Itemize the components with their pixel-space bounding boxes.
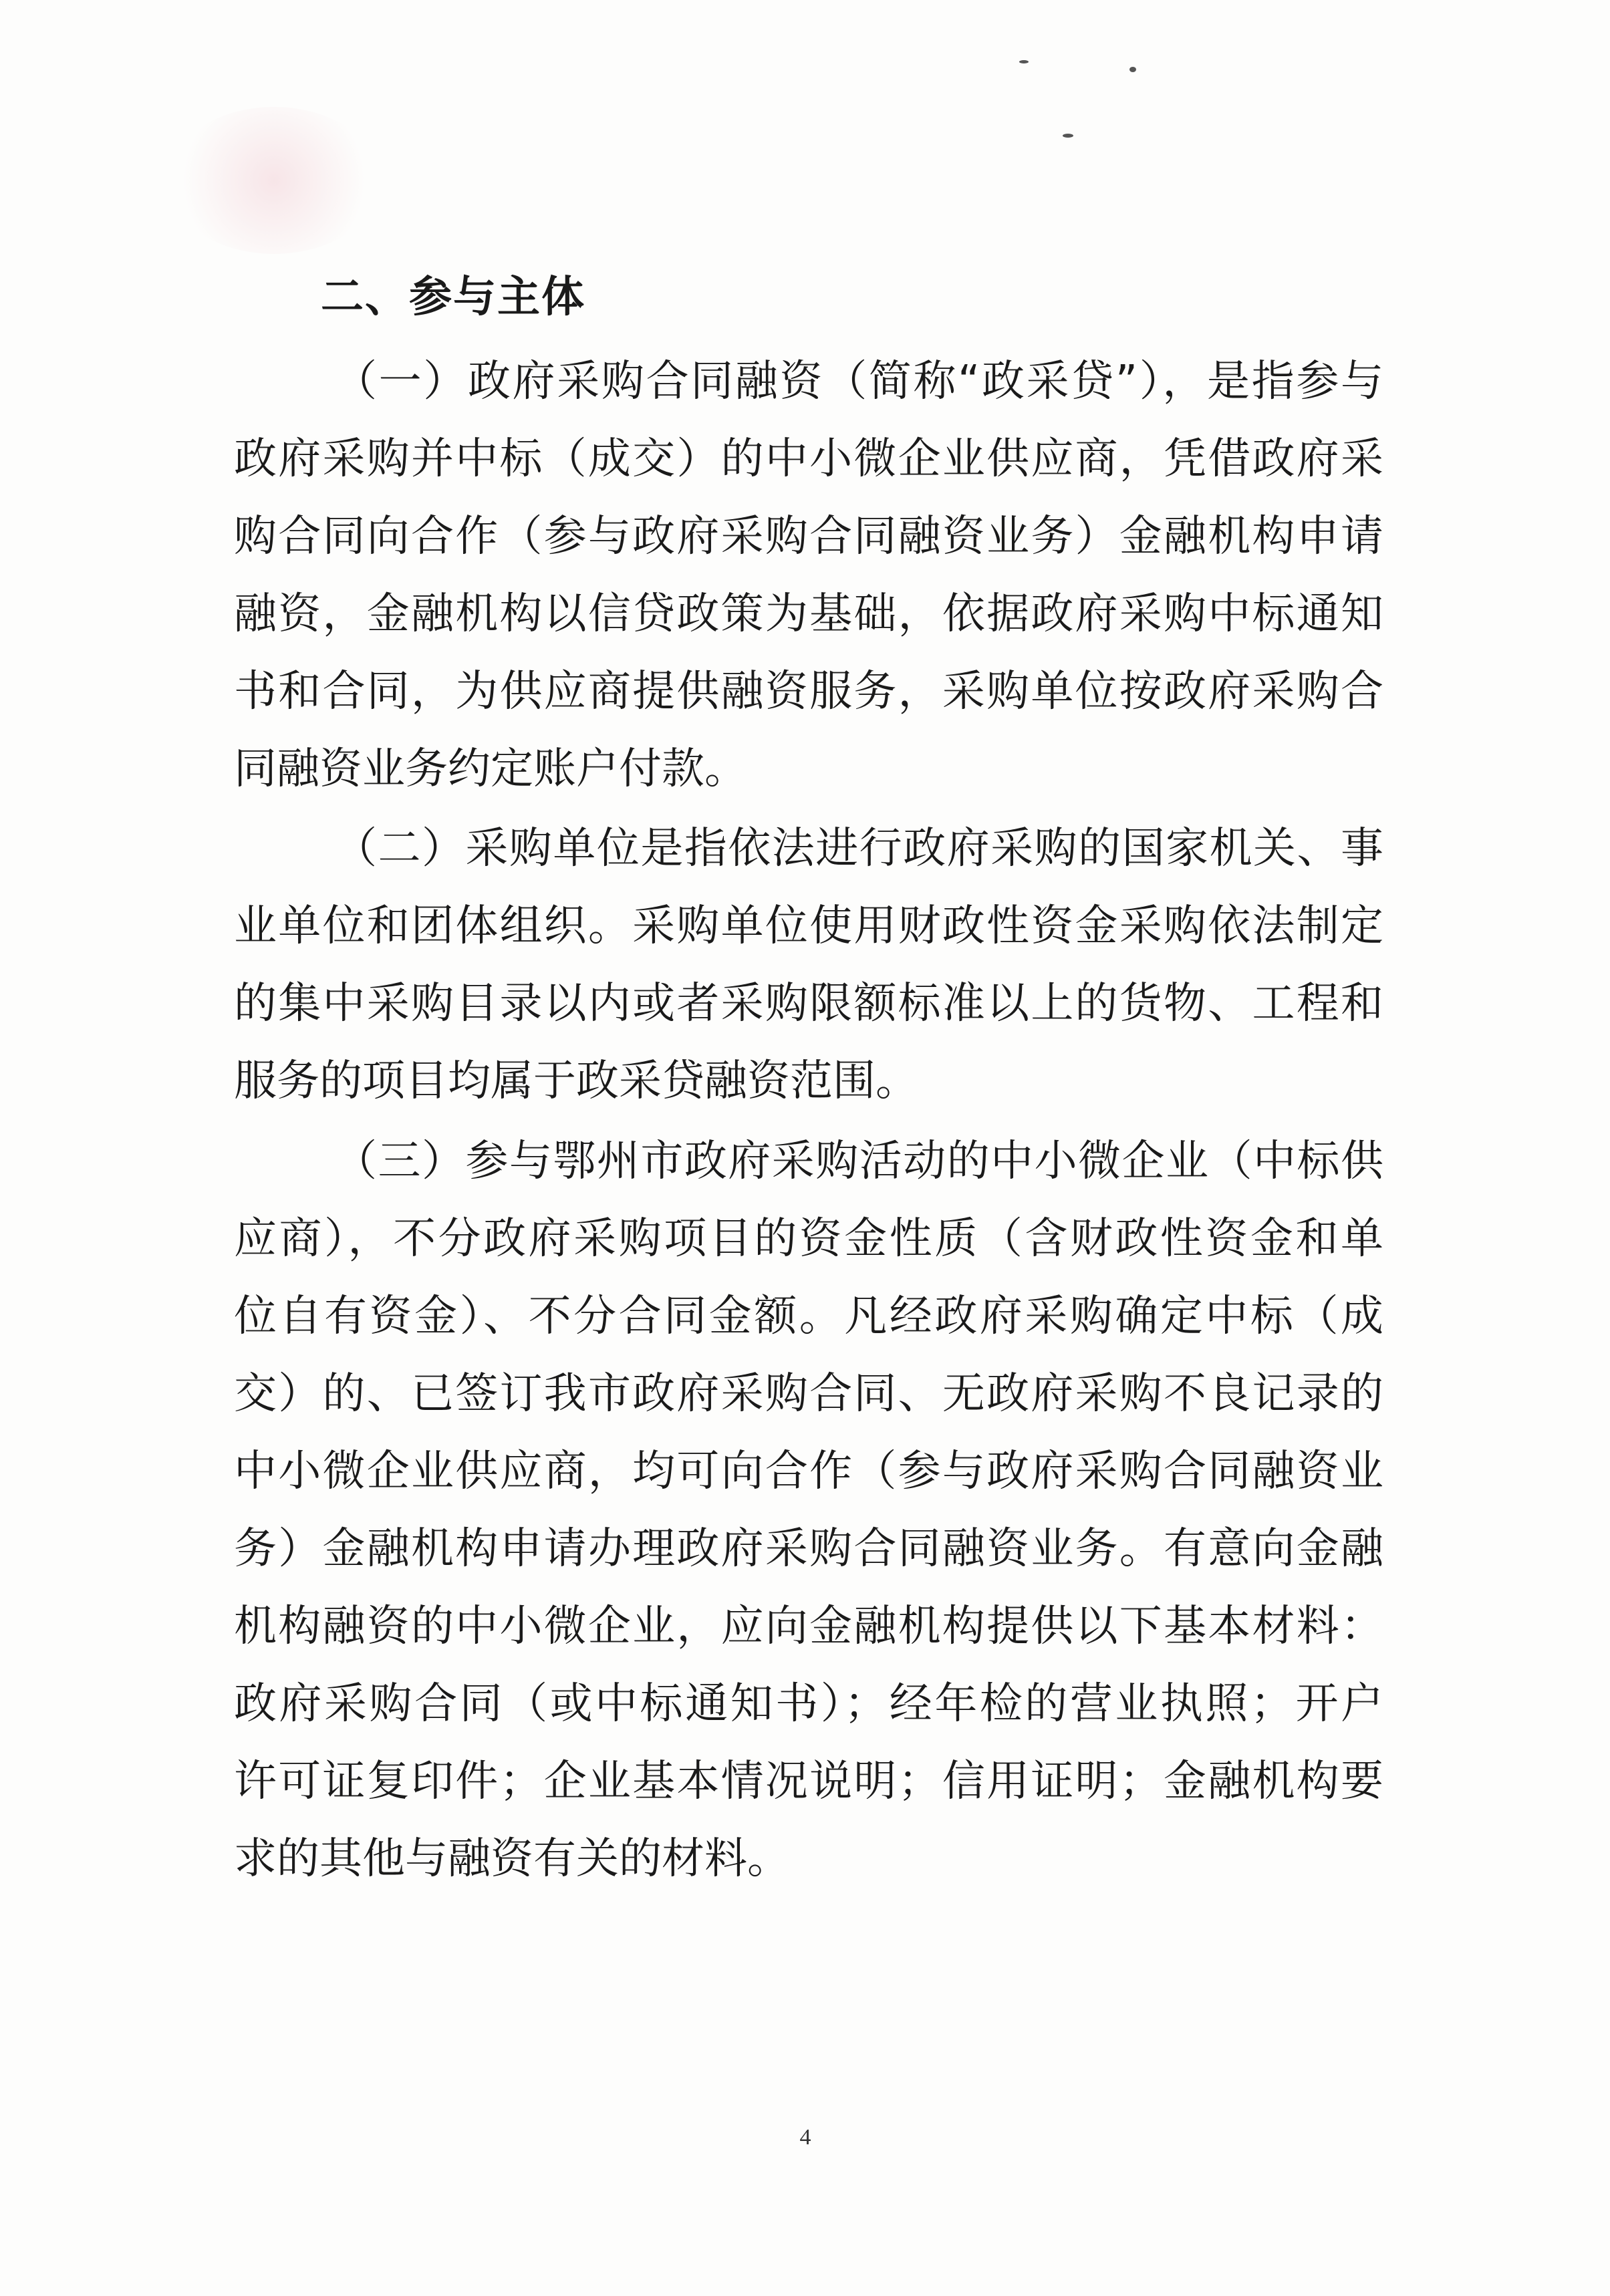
paragraph-3-line: 位自有资金）、不分合同金额。凡经政府采购确定中标（成	[234, 1292, 1383, 1341]
paragraph-1-line: 融资，金融机构以信贷政策为基础，依据政府采购中标通知	[234, 589, 1383, 639]
paragraph-3-line: 机构融资的中小微企业，应向金融机构提供以下基本材料：	[234, 1602, 1383, 1651]
section-heading: 二、参与主体	[321, 273, 585, 322]
scan-speck	[1019, 60, 1029, 63]
paragraph-3-line: 交）的、已签订我市政府采购合同、无政府采购不良记录的	[234, 1369, 1383, 1419]
paragraph-3-line: 许可证复印件；企业基本情况说明；信用证明；金融机构要	[234, 1757, 1383, 1806]
page-number: 4	[799, 2125, 811, 2150]
paragraph-3-line: 应商），不分政府采购项目的资金性质（含财政性资金和单	[234, 1214, 1383, 1264]
scan-speck	[1063, 134, 1073, 138]
paragraph-3-line: 政府采购合同（或中标通知书）；经年检的营业执照；开户	[234, 1679, 1383, 1729]
paragraph-2-line: 业单位和团体组织。采购单位使用财政性资金采购依法制定	[234, 901, 1383, 951]
paragraph-2-line: （二）采购单位是指依法进行政府采购的国家机关、事	[334, 824, 1383, 873]
paragraph-3-line: （三）参与鄂州市政府采购活动的中小微企业（中标供	[334, 1137, 1383, 1186]
paragraph-1-line: 书和合同，为供应商提供融资服务，采购单位按政府采购合	[234, 667, 1383, 716]
paragraph-1-line: 政府采购并中标（成交）的中小微企业供应商，凭借政府采	[234, 434, 1383, 484]
paragraph-3-line: 求的其他与融资有关的材料。	[234, 1834, 790, 1884]
scan-speck	[1129, 67, 1136, 72]
paragraph-1-line: （一）政府采购合同融资（简称“政采贷”），是指参与	[334, 357, 1383, 406]
paragraph-3-line: 中小微企业供应商，均可向合作（参与政府采购合同融资业	[234, 1447, 1383, 1496]
paragraph-1-line: 同融资业务约定账户付款。	[234, 744, 747, 794]
paragraph-2-line: 的集中采购目录以内或者采购限额标准以上的货物、工程和	[234, 979, 1383, 1028]
paragraph-3-line: 务）金融机构申请办理政府采购合同融资业务。有意向金融	[234, 1524, 1383, 1574]
paragraph-2-line: 服务的项目均属于政采贷融资范围。	[234, 1056, 918, 1106]
scan-stain	[167, 107, 381, 254]
paragraph-1-line: 购合同向合作（参与政府采购合同融资业务）金融机构申请	[234, 512, 1383, 561]
